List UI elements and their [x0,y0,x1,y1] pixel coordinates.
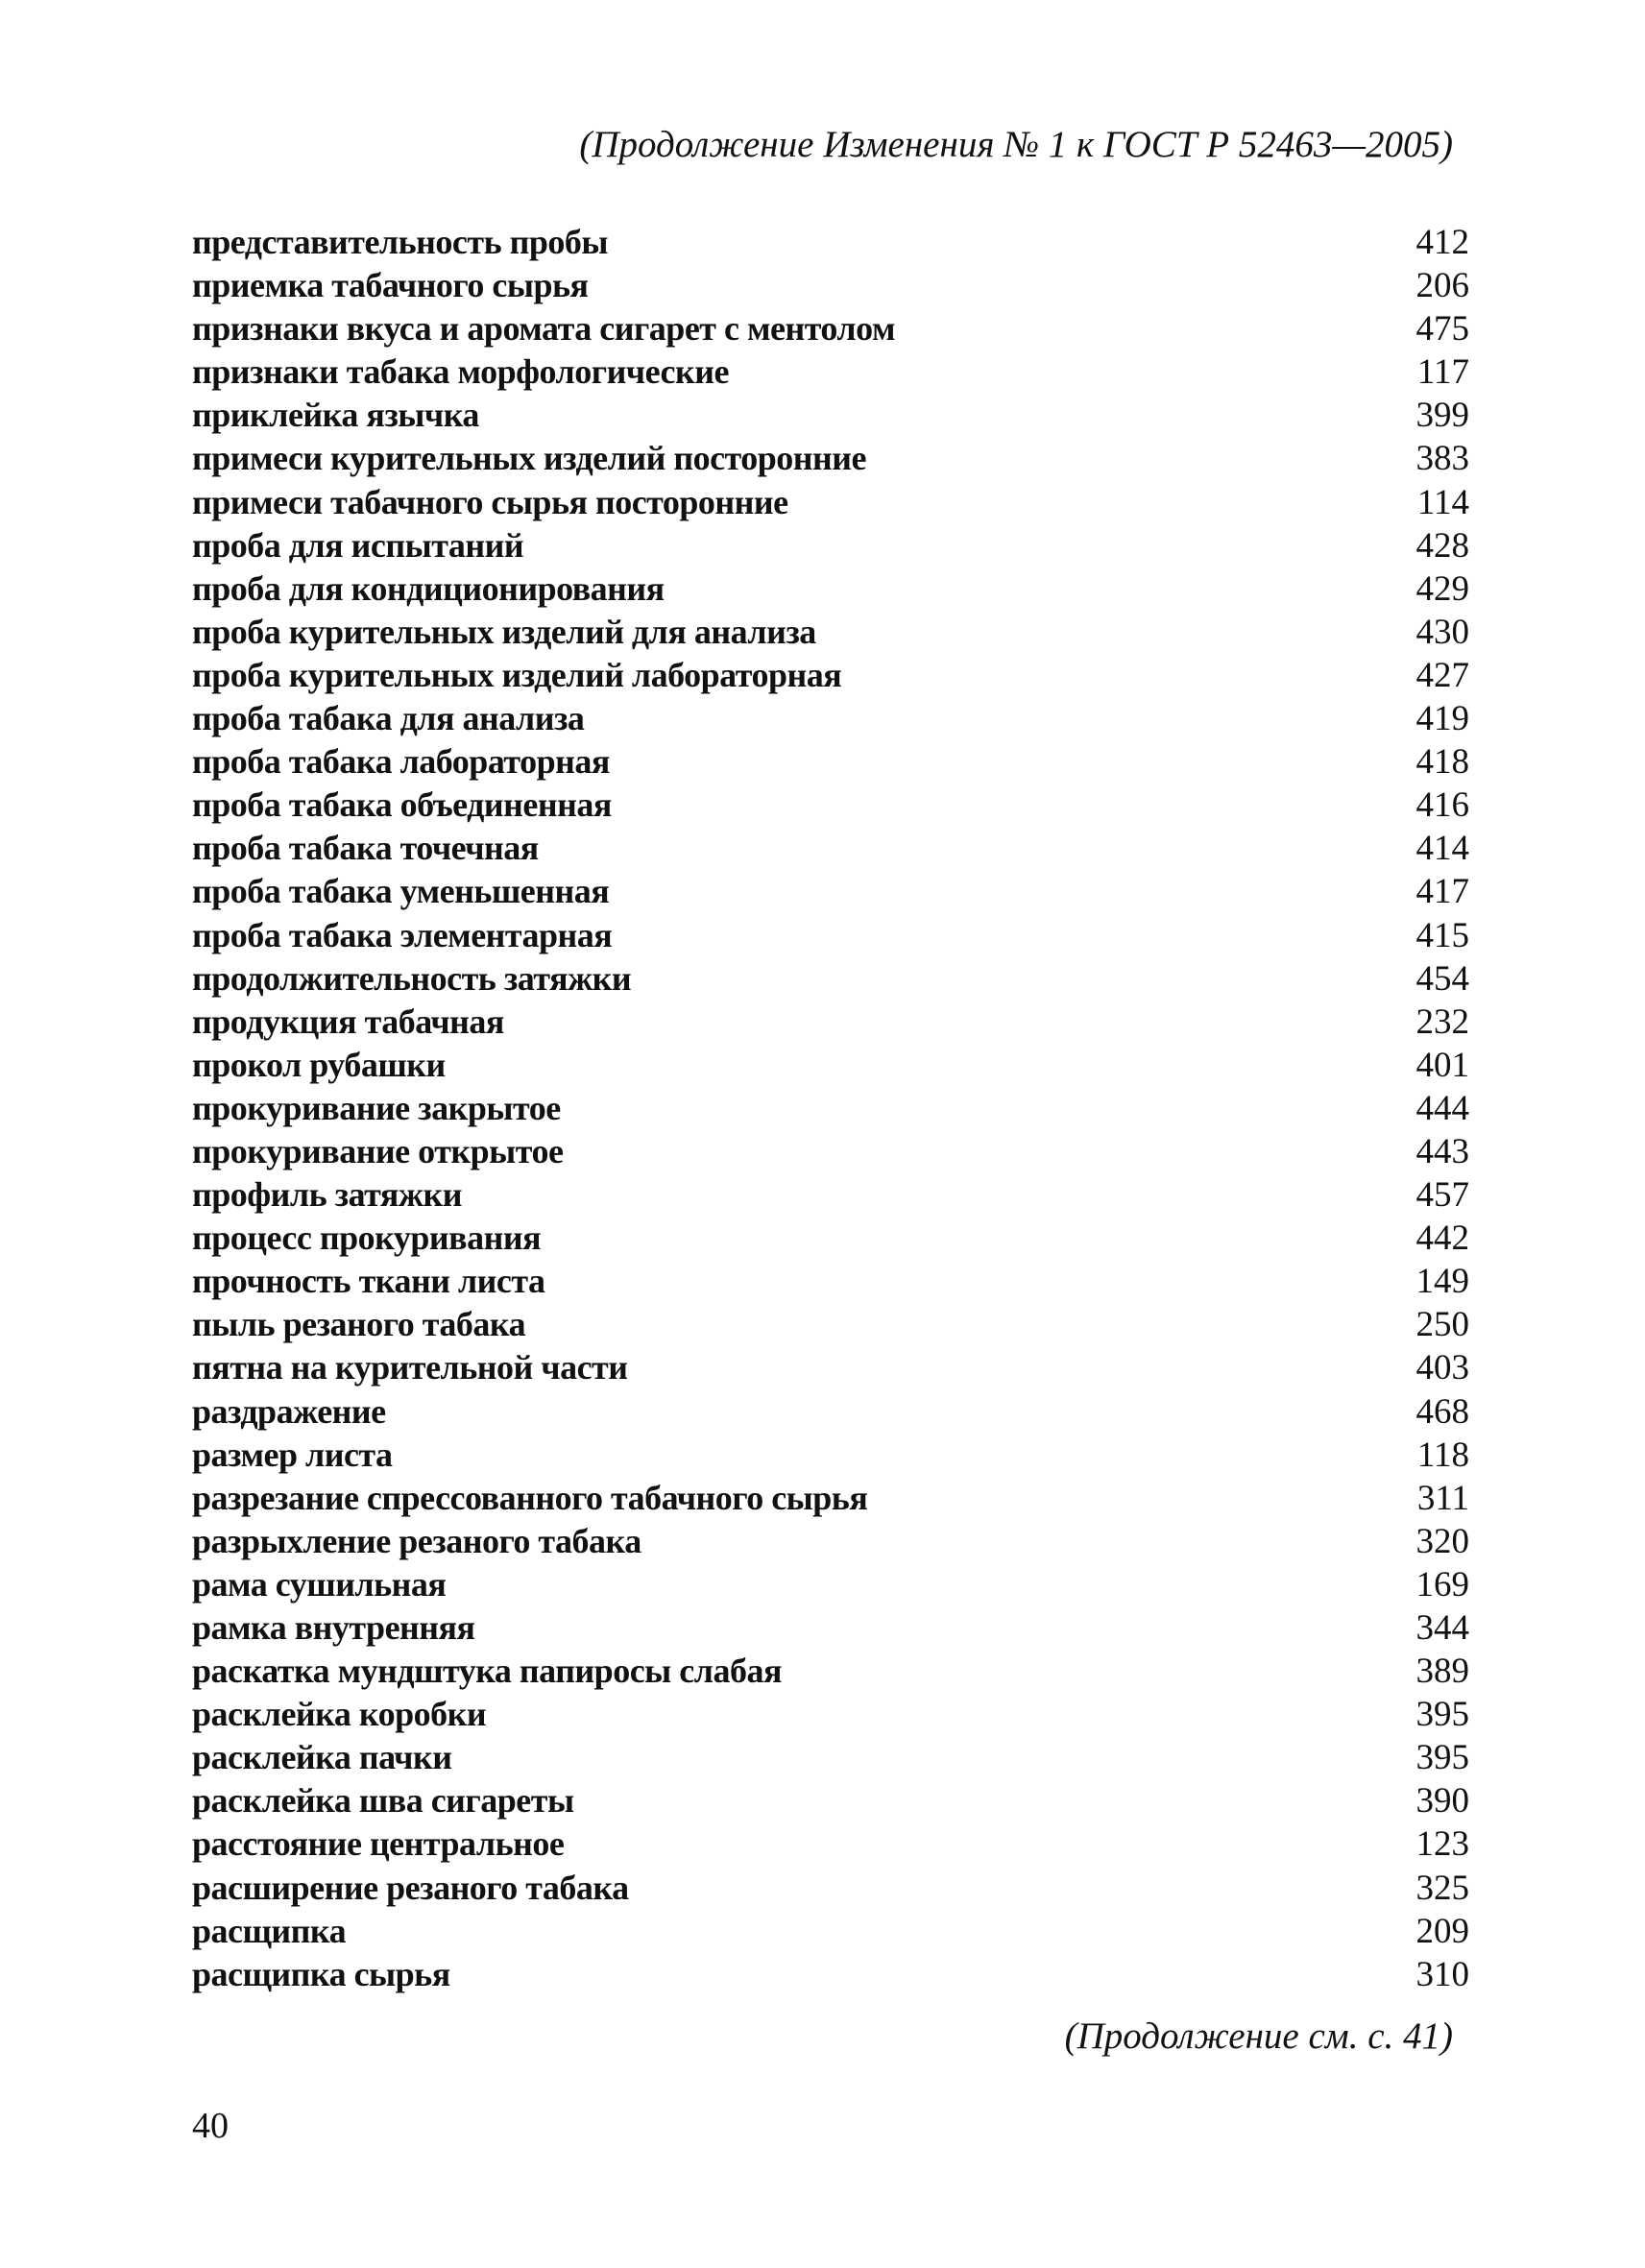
index-entry [192,1434,1469,1477]
index-term: проба курительных изделий лабораторная [192,655,842,694]
index-term: проба табака для анализа [192,699,585,738]
index-term-number: 149 [1415,1262,1469,1302]
index-term: рама сушильная [192,1564,447,1604]
index-entry [192,740,1469,784]
index-term-number: 442 [1415,1218,1469,1259]
index-term-number: 117 [1416,352,1469,393]
index-term: расщипка сырья [192,1954,450,1993]
index-term-number: 395 [1415,1695,1469,1735]
index-term: прокуривание закрытое [192,1088,561,1127]
index-entry [192,1520,1469,1563]
index-term: примеси курительных изделий посторонние [192,439,866,478]
index-term: прокол рубашки [192,1045,446,1084]
index-entry [192,1563,1469,1606]
index-term-number: 320 [1415,1521,1469,1561]
index-entry [192,394,1469,437]
index-entry [192,1953,1469,1996]
index-term-number: 427 [1415,655,1469,695]
index-term: приемка табачного сырья [192,266,589,305]
index-term: проба курительных изделий для анализа [192,612,816,651]
index-term-number: 325 [1415,1868,1469,1908]
index-term-number: 169 [1415,1564,1469,1604]
index-term: примеси табачного сырья посторонние [192,482,788,521]
index-entry [192,264,1469,307]
index-entry [192,611,1469,654]
index-term-number: 428 [1415,525,1469,566]
index-entry [192,567,1469,611]
index-term: профиль затяжки [192,1175,462,1215]
index-entry [192,1693,1469,1736]
index-term: процесс прокуривания [192,1218,542,1258]
index-term: признаки табака морфологические [192,352,729,392]
index-term: проба табака объединенная [192,785,612,825]
index-term-number: 389 [1415,1652,1469,1692]
index-entry [192,221,1469,264]
index-entry [192,437,1469,480]
index-term-number: 444 [1415,1088,1469,1128]
index-term-number: 232 [1415,1001,1469,1042]
index-term: расщипка [192,1911,347,1950]
index-entry [192,1650,1469,1693]
index-term-number: 118 [1416,1435,1469,1475]
index-entry [192,1736,1469,1779]
index-term-number: 412 [1415,223,1469,262]
index-term-number: 311 [1416,1478,1469,1518]
index-term: расклейка шва сигареты [192,1781,574,1821]
index-entry [192,1217,1469,1260]
index-term: проба табака элементарная [192,915,613,954]
index-term: продукция табачная [192,1001,504,1041]
index-term-number: 415 [1415,915,1469,955]
index-term: прочность ткани листа [192,1262,545,1301]
index-term: расклейка коробки [192,1695,487,1734]
index-entry [192,1303,1469,1346]
index-term: признаки вкуса и аромата сигарет с ментолом [192,309,895,349]
index-entry [192,1910,1469,1953]
index-term: разрыхление резаного табака [192,1521,641,1560]
index-term: расширение резаного табака [192,1868,629,1907]
index-term: проба для кондиционирования [192,568,665,608]
index-term-number: 416 [1415,785,1469,826]
index-entry [192,1867,1469,1910]
index-term-number: 454 [1415,958,1469,999]
index-entry [192,350,1469,394]
index-term: расстояние центральное [192,1824,565,1864]
page-number: 40 [192,2106,229,2146]
index-term-number: 250 [1415,1305,1469,1345]
index-term-number: 430 [1415,612,1469,652]
index-term-number: 401 [1415,1045,1469,1085]
index-entry [192,957,1469,1001]
index-term-number: 418 [1415,742,1469,783]
index-term-number: 403 [1415,1348,1469,1388]
index-term-number: 209 [1415,1911,1469,1951]
index-entry [192,1087,1469,1130]
index-term: приклейка язычка [192,396,479,435]
index-term-number: 395 [1415,1738,1469,1778]
index-term-number: 114 [1416,482,1469,522]
index-term-number: 414 [1415,829,1469,869]
index-term-number: 383 [1415,439,1469,479]
index-entry [192,1044,1469,1087]
index-entry [192,870,1469,913]
index-entry [192,524,1469,567]
index-entry [192,1130,1469,1173]
index-term: расклейка пачки [192,1738,452,1777]
running-header: (Продолжение Изменения № 1 к ГОСТ Р 52463—2005) [579,124,1453,165]
continuation-note: (Продолжение см. с. 41) [1064,2015,1453,2057]
index-term: пыль резаного табака [192,1305,526,1344]
index-term-number: 457 [1415,1175,1469,1216]
index-term: представительность пробы [192,223,608,261]
index-entry [192,654,1469,697]
index-entry [192,1173,1469,1217]
index-entry [192,784,1469,827]
index-entry [192,1390,1469,1434]
index-entry [192,697,1469,740]
index-term-number: 123 [1415,1824,1469,1865]
index-term: проба табака точечная [192,829,539,868]
index-term-number: 443 [1415,1131,1469,1171]
index-term-number: 399 [1415,396,1469,436]
index-term-number: 475 [1415,309,1469,350]
index-entry [192,1822,1469,1866]
index-term: проба для испытаний [192,525,524,565]
index-term-number: 344 [1415,1608,1469,1648]
index-term: раздражение [192,1391,386,1431]
index-term: рамка внутренняя [192,1608,475,1647]
index-entry [192,827,1469,870]
term-index-list [192,221,1469,1996]
index-term-number: 206 [1415,266,1469,306]
index-term: прокуривание открытое [192,1131,564,1170]
index-entry [192,1001,1469,1044]
index-term-number: 310 [1415,1954,1469,1994]
index-entry [192,914,1469,957]
index-term: раскатка мундштука папиросы слабая [192,1652,782,1691]
index-entry [192,1779,1469,1822]
index-entry [192,1606,1469,1650]
index-term: пятна на курительной части [192,1348,628,1387]
index-term-number: 419 [1415,699,1469,739]
index-entry [192,481,1469,524]
index-entry [192,307,1469,350]
index-term: размер листа [192,1435,393,1474]
index-term-number: 468 [1415,1391,1469,1432]
index-entry [192,1260,1469,1303]
index-term: проба табака уменьшенная [192,872,610,911]
index-entry [192,1477,1469,1520]
index-term-number: 417 [1415,872,1469,912]
index-term-number: 429 [1415,568,1469,609]
index-term: проба табака лабораторная [192,742,610,782]
index-term-number: 390 [1415,1781,1469,1822]
index-term: разрезание спрессованного табачного сырья [192,1478,868,1517]
index-term: продолжительность затяжки [192,958,632,998]
index-entry [192,1346,1469,1389]
